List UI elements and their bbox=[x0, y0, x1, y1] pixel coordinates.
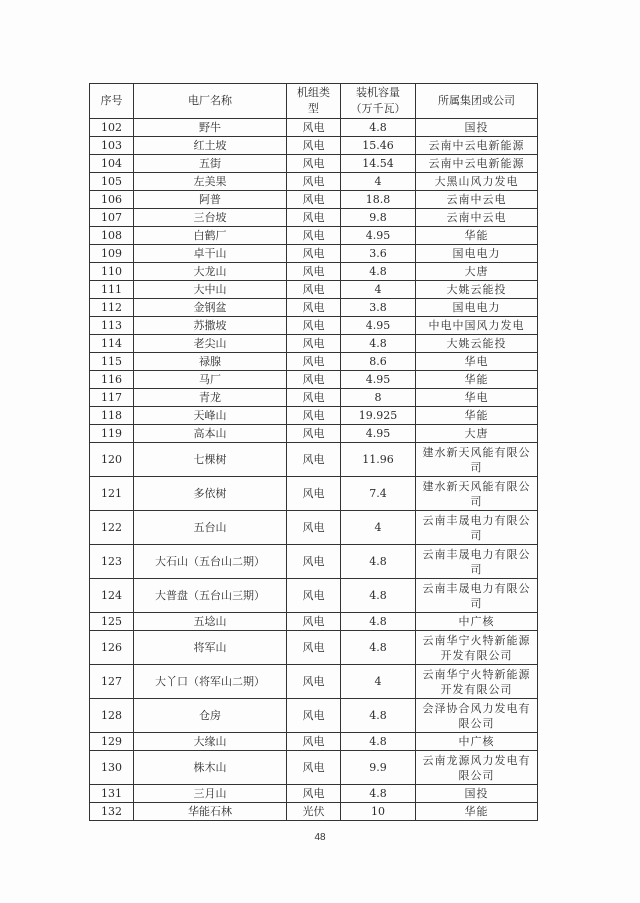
cell-plant-name: 大石山（五台山二期） bbox=[134, 545, 287, 579]
table-row bbox=[90, 119, 538, 137]
cell-company: 大唐 bbox=[416, 425, 538, 443]
cell-company: 国电电力 bbox=[416, 299, 538, 317]
cell-company: 华能 bbox=[416, 407, 538, 425]
cell-company: 华能 bbox=[416, 227, 538, 245]
table-row bbox=[90, 477, 538, 511]
cell-plant-name: 老尖山 bbox=[134, 335, 287, 353]
cell-capacity: 4 bbox=[341, 665, 416, 699]
cell-company: 建水新天风能有限公司 bbox=[416, 443, 538, 477]
cell-capacity: 4.8 bbox=[341, 699, 416, 733]
cell-plant-name: 金钢盆 bbox=[134, 299, 287, 317]
cell-unit-type: 风电 bbox=[287, 281, 341, 299]
cell-no: 122 bbox=[90, 511, 134, 545]
cell-no: 113 bbox=[90, 317, 134, 335]
cell-unit-type: 风电 bbox=[287, 173, 341, 191]
cell-company: 华电 bbox=[416, 389, 538, 407]
cell-unit-type: 风电 bbox=[287, 579, 341, 613]
cell-capacity: 4.8 bbox=[341, 631, 416, 665]
table-row bbox=[90, 335, 538, 353]
cell-capacity: 3.8 bbox=[341, 299, 416, 317]
cell-plant-name: 苏撒坡 bbox=[134, 317, 287, 335]
cell-plant-name: 阿普 bbox=[134, 191, 287, 209]
cell-company: 云南龙源风力发电有限公司 bbox=[416, 751, 538, 785]
cell-plant-name: 白鹤厂 bbox=[134, 227, 287, 245]
table-row bbox=[90, 545, 538, 579]
cell-company: 大姚云能投 bbox=[416, 335, 538, 353]
header-capacity-line1: 装机容量 bbox=[356, 86, 400, 99]
cell-unit-type: 风电 bbox=[287, 155, 341, 173]
cell-plant-name: 多依树 bbox=[134, 477, 287, 511]
table-row bbox=[90, 299, 538, 317]
table-row bbox=[90, 699, 538, 733]
cell-capacity: 4.8 bbox=[341, 335, 416, 353]
cell-capacity: 14.54 bbox=[341, 155, 416, 173]
cell-unit-type: 风电 bbox=[287, 371, 341, 389]
cell-company: 华能 bbox=[416, 803, 538, 821]
cell-no: 112 bbox=[90, 299, 134, 317]
cell-unit-type: 风电 bbox=[287, 227, 341, 245]
cell-no: 120 bbox=[90, 443, 134, 477]
cell-no: 127 bbox=[90, 665, 134, 699]
page-number: 48 bbox=[314, 832, 326, 843]
cell-company: 云南丰晟电力有限公司 bbox=[416, 545, 538, 579]
cell-no: 102 bbox=[90, 119, 134, 137]
table-row bbox=[90, 353, 538, 371]
table-row bbox=[90, 371, 538, 389]
cell-company: 中广核 bbox=[416, 613, 538, 631]
table-row bbox=[90, 191, 538, 209]
cell-plant-name: 大缘山 bbox=[134, 733, 287, 751]
header-capacity bbox=[341, 84, 416, 119]
table-row bbox=[90, 155, 538, 173]
cell-capacity: 7.4 bbox=[341, 477, 416, 511]
cell-no: 114 bbox=[90, 335, 134, 353]
cell-company: 建水新天风能有限公司 bbox=[416, 477, 538, 511]
cell-unit-type: 风电 bbox=[287, 299, 341, 317]
cell-plant-name: 卓干山 bbox=[134, 245, 287, 263]
cell-unit-type: 风电 bbox=[287, 119, 341, 137]
cell-unit-type: 风电 bbox=[287, 477, 341, 511]
cell-capacity: 3.6 bbox=[341, 245, 416, 263]
cell-no: 132 bbox=[90, 803, 134, 821]
cell-company: 中电中国风力发电 bbox=[416, 317, 538, 335]
cell-capacity: 4.8 bbox=[341, 545, 416, 579]
cell-capacity: 4.95 bbox=[341, 371, 416, 389]
cell-plant-name: 大龙山 bbox=[134, 263, 287, 281]
cell-capacity: 9.8 bbox=[341, 209, 416, 227]
cell-capacity: 18.8 bbox=[341, 191, 416, 209]
table-body bbox=[90, 119, 538, 821]
cell-plant-name: 五埝山 bbox=[134, 613, 287, 631]
cell-unit-type: 风电 bbox=[287, 425, 341, 443]
cell-unit-type: 风电 bbox=[287, 699, 341, 733]
cell-capacity: 4.8 bbox=[341, 733, 416, 751]
table-row bbox=[90, 751, 538, 785]
table-row bbox=[90, 317, 538, 335]
header-unit-type bbox=[287, 84, 341, 119]
cell-capacity: 4 bbox=[341, 281, 416, 299]
table-row bbox=[90, 511, 538, 545]
cell-unit-type: 风电 bbox=[287, 443, 341, 477]
cell-plant-name: 红土坡 bbox=[134, 137, 287, 155]
table-row bbox=[90, 389, 538, 407]
cell-unit-type: 风电 bbox=[287, 317, 341, 335]
cell-plant-name: 株木山 bbox=[134, 751, 287, 785]
cell-unit-type: 风电 bbox=[287, 407, 341, 425]
power-plant-table bbox=[89, 83, 538, 821]
cell-unit-type: 风电 bbox=[287, 209, 341, 227]
cell-capacity: 8 bbox=[341, 389, 416, 407]
cell-unit-type: 风电 bbox=[287, 511, 341, 545]
cell-company: 大姚云能投 bbox=[416, 281, 538, 299]
table-row bbox=[90, 785, 538, 803]
cell-plant-name: 左美果 bbox=[134, 173, 287, 191]
cell-plant-name: 将军山 bbox=[134, 631, 287, 665]
cell-no: 110 bbox=[90, 263, 134, 281]
cell-no: 106 bbox=[90, 191, 134, 209]
cell-unit-type: 风电 bbox=[287, 245, 341, 263]
cell-no: 117 bbox=[90, 389, 134, 407]
cell-company: 国投 bbox=[416, 785, 538, 803]
cell-plant-name: 高本山 bbox=[134, 425, 287, 443]
cell-capacity: 10 bbox=[341, 803, 416, 821]
cell-company: 云南中云电新能源 bbox=[416, 137, 538, 155]
cell-capacity: 4.8 bbox=[341, 263, 416, 281]
cell-no: 129 bbox=[90, 733, 134, 751]
cell-capacity: 4.95 bbox=[341, 425, 416, 443]
cell-capacity: 8.6 bbox=[341, 353, 416, 371]
cell-plant-name: 青龙 bbox=[134, 389, 287, 407]
table-row bbox=[90, 579, 538, 613]
header-capacity-line2: （万千瓦） bbox=[350, 102, 406, 115]
cell-company: 云南中云电新能源 bbox=[416, 155, 538, 173]
table-row bbox=[90, 263, 538, 281]
cell-unit-type: 风电 bbox=[287, 263, 341, 281]
table-row bbox=[90, 245, 538, 263]
cell-plant-name: 马厂 bbox=[134, 371, 287, 389]
cell-company: 国电电力 bbox=[416, 245, 538, 263]
cell-company: 云南丰晟电力有限公司 bbox=[416, 579, 538, 613]
cell-plant-name: 三月山 bbox=[134, 785, 287, 803]
cell-unit-type: 风电 bbox=[287, 353, 341, 371]
cell-no: 131 bbox=[90, 785, 134, 803]
cell-company: 云南中云电 bbox=[416, 191, 538, 209]
cell-capacity: 4.8 bbox=[341, 579, 416, 613]
header-company: 所属集团或公司 bbox=[416, 84, 538, 119]
cell-no: 108 bbox=[90, 227, 134, 245]
table-row bbox=[90, 613, 538, 631]
cell-plant-name: 华能石林 bbox=[134, 803, 287, 821]
cell-company: 云南丰晟电力有限公司 bbox=[416, 511, 538, 545]
header-no: 序号 bbox=[90, 84, 134, 119]
cell-capacity: 4.8 bbox=[341, 613, 416, 631]
cell-capacity: 4.8 bbox=[341, 119, 416, 137]
cell-no: 126 bbox=[90, 631, 134, 665]
cell-company: 华能 bbox=[416, 371, 538, 389]
table-row bbox=[90, 209, 538, 227]
cell-capacity: 4 bbox=[341, 173, 416, 191]
cell-capacity: 4.8 bbox=[341, 785, 416, 803]
cell-capacity: 9.9 bbox=[341, 751, 416, 785]
cell-unit-type: 风电 bbox=[287, 613, 341, 631]
cell-no: 103 bbox=[90, 137, 134, 155]
cell-no: 115 bbox=[90, 353, 134, 371]
cell-unit-type: 风电 bbox=[287, 137, 341, 155]
cell-capacity: 19.925 bbox=[341, 407, 416, 425]
table-header-row bbox=[90, 84, 538, 119]
cell-plant-name: 三台坡 bbox=[134, 209, 287, 227]
cell-company: 国投 bbox=[416, 119, 538, 137]
cell-no: 107 bbox=[90, 209, 134, 227]
cell-no: 118 bbox=[90, 407, 134, 425]
table-row bbox=[90, 173, 538, 191]
cell-no: 119 bbox=[90, 425, 134, 443]
cell-company: 大唐 bbox=[416, 263, 538, 281]
cell-company: 云南中云电 bbox=[416, 209, 538, 227]
cell-capacity: 4 bbox=[341, 511, 416, 545]
cell-no: 116 bbox=[90, 371, 134, 389]
header-unit-type-line1: 机组类 bbox=[297, 86, 330, 99]
cell-plant-name: 大丫口（将军山二期） bbox=[134, 665, 287, 699]
cell-no: 123 bbox=[90, 545, 134, 579]
cell-no: 105 bbox=[90, 173, 134, 191]
cell-no: 104 bbox=[90, 155, 134, 173]
table-row bbox=[90, 443, 538, 477]
cell-capacity: 15.46 bbox=[341, 137, 416, 155]
table-row bbox=[90, 281, 538, 299]
cell-company: 云南华宁火特新能源开发有限公司 bbox=[416, 665, 538, 699]
cell-no: 111 bbox=[90, 281, 134, 299]
cell-company: 大黑山风力发电 bbox=[416, 173, 538, 191]
cell-plant-name: 野牛 bbox=[134, 119, 287, 137]
table-row bbox=[90, 227, 538, 245]
cell-plant-name: 禄腺 bbox=[134, 353, 287, 371]
cell-capacity: 4.95 bbox=[341, 227, 416, 245]
cell-company: 中广核 bbox=[416, 733, 538, 751]
cell-unit-type: 风电 bbox=[287, 389, 341, 407]
cell-no: 121 bbox=[90, 477, 134, 511]
header-plant-name: 电厂名称 bbox=[134, 84, 287, 119]
cell-capacity: 4.95 bbox=[341, 317, 416, 335]
cell-plant-name: 大中山 bbox=[134, 281, 287, 299]
table-row bbox=[90, 733, 538, 751]
table-row bbox=[90, 665, 538, 699]
cell-plant-name: 仓房 bbox=[134, 699, 287, 733]
table-row bbox=[90, 631, 538, 665]
cell-plant-name: 七棵树 bbox=[134, 443, 287, 477]
cell-plant-name: 天峰山 bbox=[134, 407, 287, 425]
cell-plant-name: 五街 bbox=[134, 155, 287, 173]
table-row bbox=[90, 137, 538, 155]
cell-no: 130 bbox=[90, 751, 134, 785]
cell-unit-type: 风电 bbox=[287, 665, 341, 699]
table-row bbox=[90, 425, 538, 443]
cell-plant-name: 大普盘（五台山三期） bbox=[134, 579, 287, 613]
cell-unit-type: 风电 bbox=[287, 545, 341, 579]
cell-company: 华电 bbox=[416, 353, 538, 371]
cell-unit-type: 风电 bbox=[287, 631, 341, 665]
cell-unit-type: 风电 bbox=[287, 191, 341, 209]
table-row bbox=[90, 803, 538, 821]
table-row bbox=[90, 407, 538, 425]
cell-capacity: 11.96 bbox=[341, 443, 416, 477]
cell-no: 109 bbox=[90, 245, 134, 263]
cell-unit-type: 风电 bbox=[287, 733, 341, 751]
cell-company: 云南华宁火特新能源开发有限公司 bbox=[416, 631, 538, 665]
cell-no: 128 bbox=[90, 699, 134, 733]
cell-no: 124 bbox=[90, 579, 134, 613]
cell-unit-type: 风电 bbox=[287, 335, 341, 353]
cell-plant-name: 五台山 bbox=[134, 511, 287, 545]
header-unit-type-line2: 型 bbox=[308, 102, 319, 115]
cell-unit-type: 风电 bbox=[287, 751, 341, 785]
cell-company: 会泽协合风力发电有限公司 bbox=[416, 699, 538, 733]
cell-no: 125 bbox=[90, 613, 134, 631]
cell-unit-type: 光伏 bbox=[287, 803, 341, 821]
cell-unit-type: 风电 bbox=[287, 785, 341, 803]
